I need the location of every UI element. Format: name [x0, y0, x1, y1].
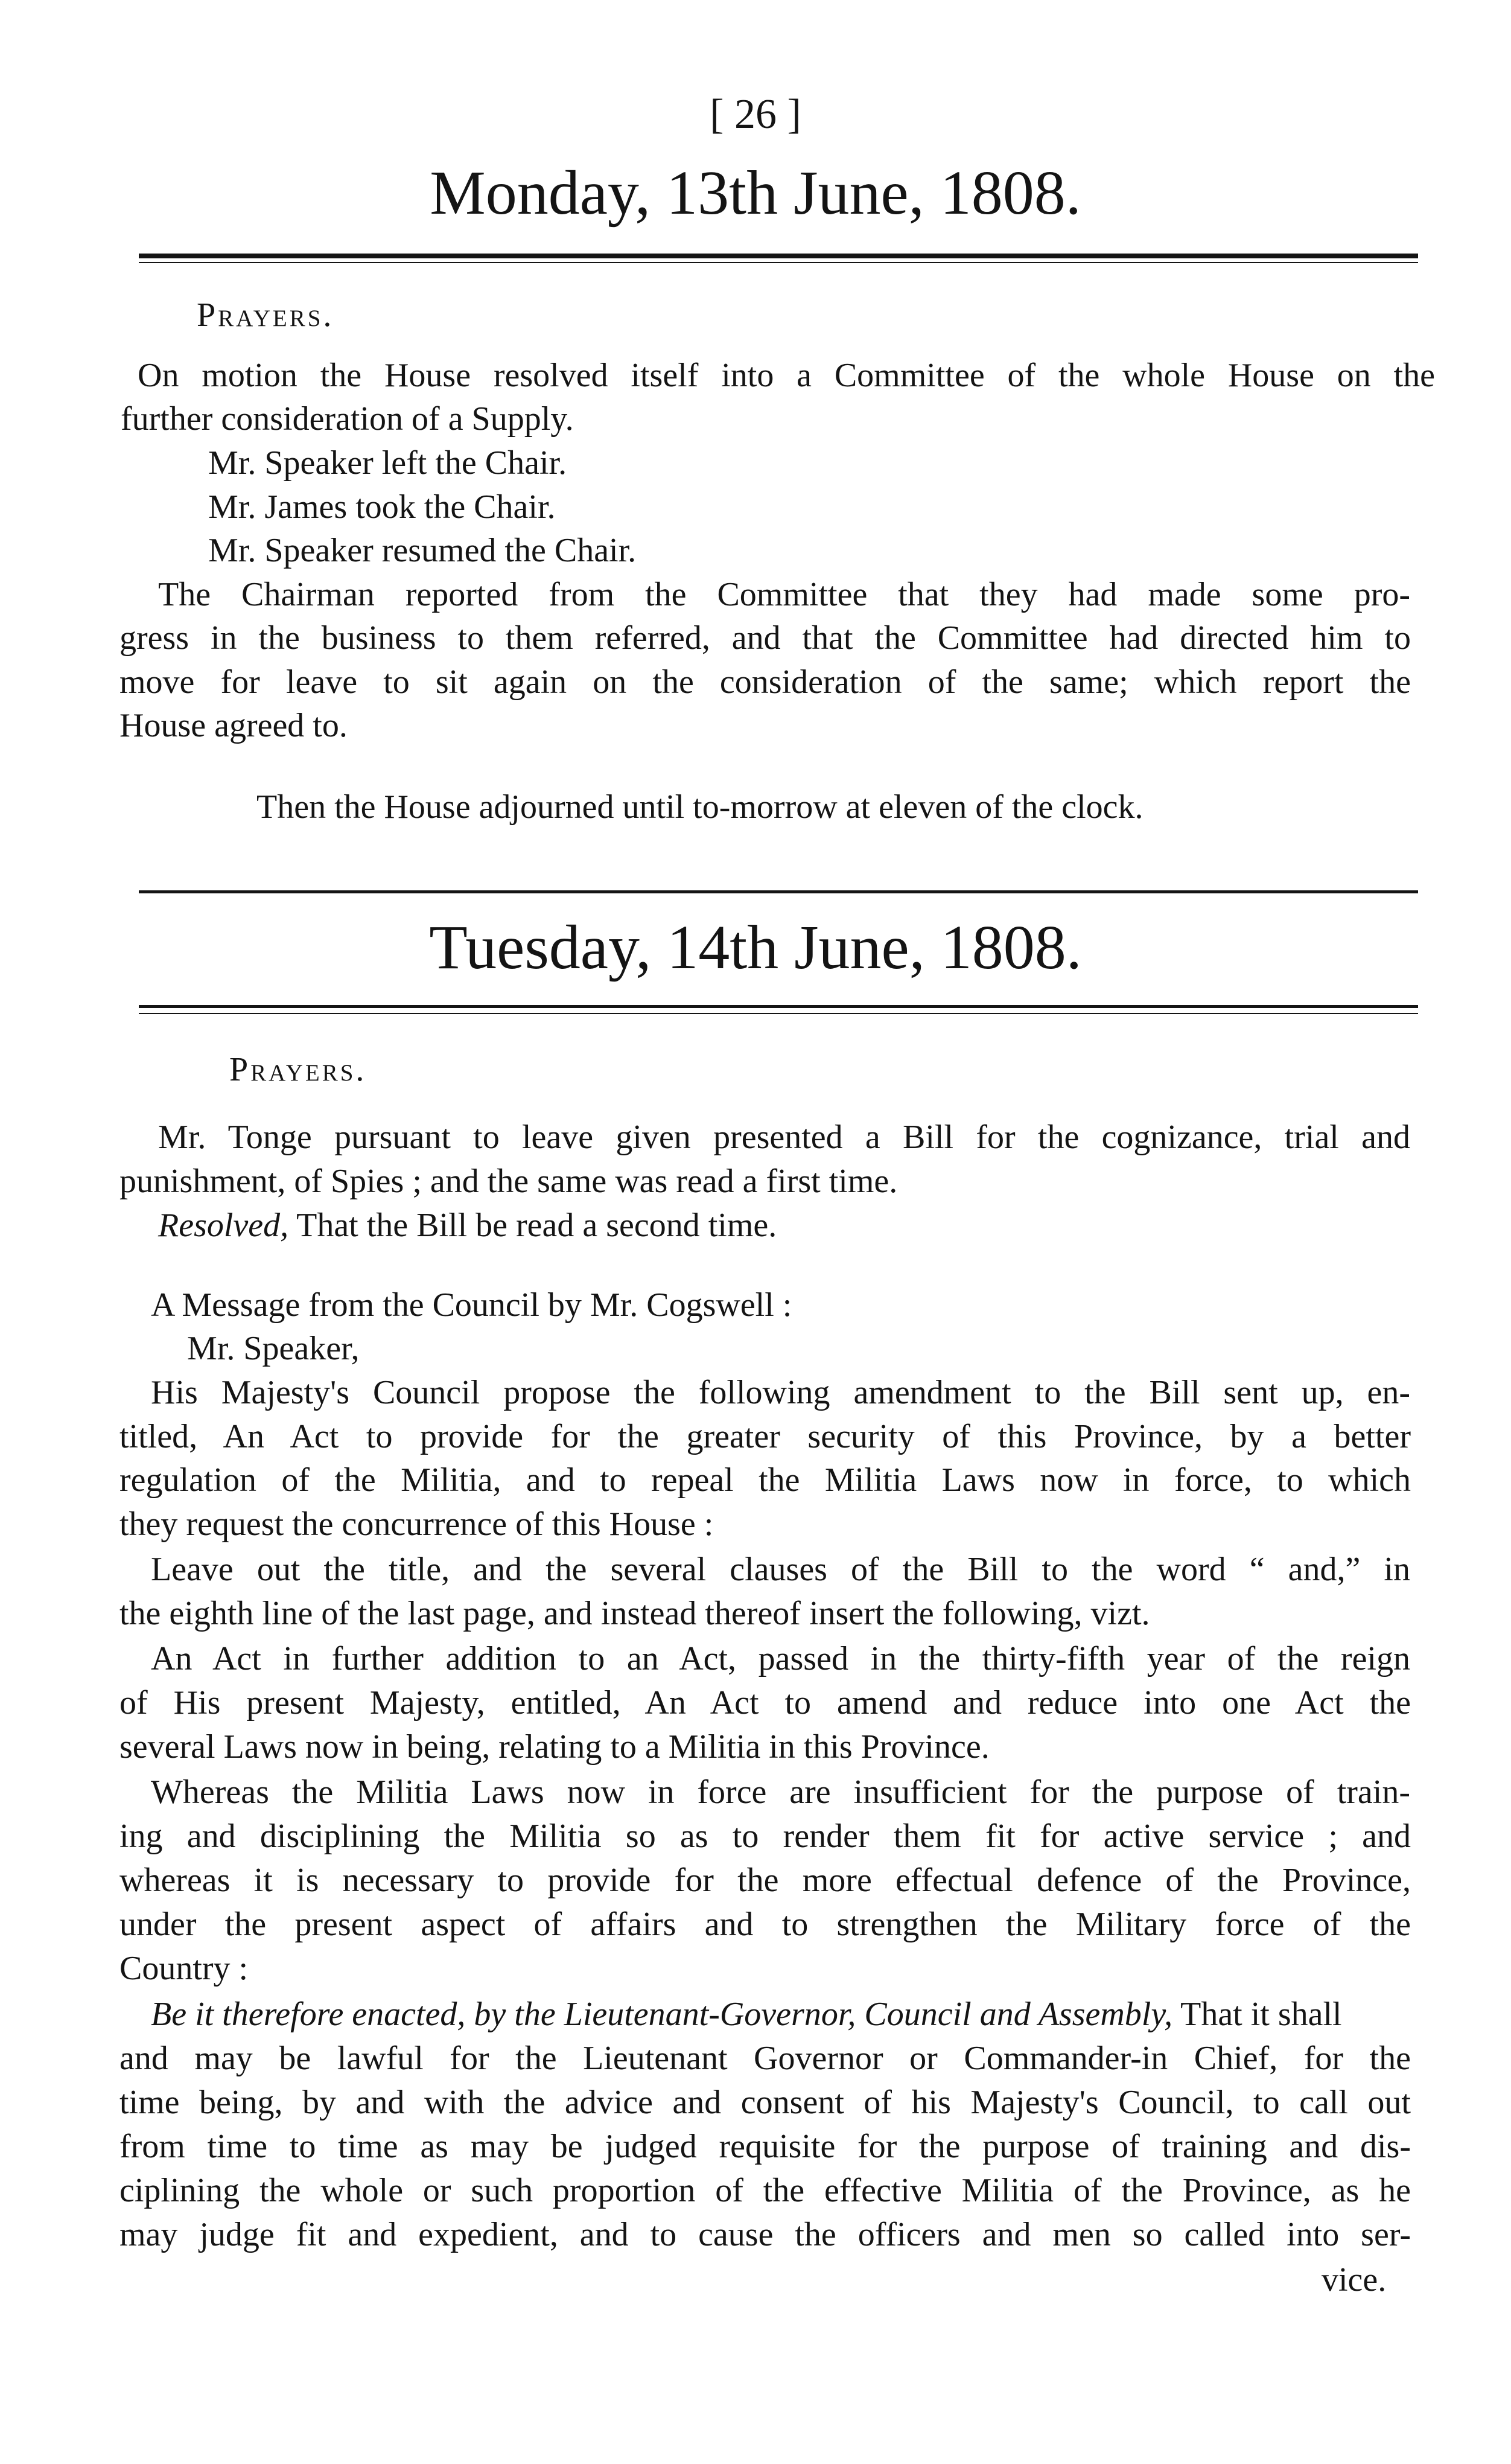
heading-rule-thin — [139, 262, 1418, 263]
heading-rule-thin — [139, 1013, 1418, 1014]
text-line: they request the concurrence of this House : — [119, 1505, 714, 1543]
page-number: [ 26 ] — [710, 91, 801, 138]
enacting-rest: That it shall — [1172, 1996, 1342, 2033]
prayers-label: Prayers. — [197, 296, 334, 334]
resolved-line — [158, 1206, 777, 1245]
text-line: may judge fit and expedient, and to cause the officers and men so called into ser- — [119, 2216, 1411, 2253]
salutation-line: Mr. Speaker, — [187, 1330, 360, 1367]
text-line: of His present Majesty, entitled, An Act to amend and reduce into one Act the — [119, 1684, 1411, 1722]
message-line: A Message from the Council by Mr. Cogswell : — [151, 1286, 792, 1324]
adjournment-line: Then the House adjourned until to-morrow at eleven of the clock. — [256, 788, 1144, 826]
catchword: vice. — [1322, 2261, 1387, 2299]
text-line: Leave out the title, and the several clauses of the Bill to the word “ and,” in — [151, 1551, 1410, 1588]
prayers-label: Prayers. — [229, 1051, 367, 1088]
text-line: Whereas the Militia Laws now in force are insufficient for the purpose of train- — [151, 1773, 1410, 1811]
text-line: titled, An Act to provide for the greater security of this Province, by a better — [119, 1418, 1411, 1455]
enacting-clause: Be it therefore enacted, by the Lieutenant-Governor, Council and Assembly, — [151, 1996, 1173, 2033]
enacting-line — [151, 1995, 1342, 2034]
text-line: Mr. Tonge pursuant to leave given presented a Bill for the cognizance, trial and — [158, 1119, 1410, 1156]
text-line: whereas it is necessary to provide for the more effectual defence of the Province, — [119, 1862, 1411, 1899]
text-line: House agreed to. — [119, 707, 348, 744]
text-line: Country : — [119, 1950, 249, 1987]
text-line: His Majesty's Council propose the following amendment to the Bill sent up, en- — [151, 1374, 1410, 1411]
day-heading-tuesday: Tuesday, 14th June, 1808. — [429, 913, 1082, 982]
section-rule — [139, 890, 1418, 893]
text-line: Mr. Speaker left the Chair. — [208, 444, 567, 482]
day-heading-monday: Monday, 13th June, 1808. — [430, 158, 1081, 228]
text-line: ciplining the whole or such proportion of the effective Militia of the Province, as he — [119, 2172, 1411, 2209]
text-line: ing and disciplining the Militia so as to render them fit for active service ; and — [119, 1818, 1411, 1855]
text-line: Mr. James took the Chair. — [208, 488, 556, 526]
text-line: under the present aspect of affairs and to strengthen the Military force of the — [119, 1906, 1411, 1943]
text-line: further consideration of a Supply. — [121, 400, 574, 438]
text-line: from time to time as may be judged requisite for the purpose of training and dis- — [119, 2128, 1411, 2165]
text-line: several Laws now in being, relating to a Militia in this Province. — [119, 1728, 990, 1766]
heading-rule — [139, 1005, 1418, 1008]
text-line: The Chairman reported from the Committee that they had made some pro- — [158, 576, 1410, 613]
text-line: punishment, of Spies ; and the same was read a first time. — [119, 1163, 898, 1200]
text-line: Mr. Speaker resumed the Chair. — [208, 532, 637, 569]
text-line: time being, by and with the advice and consent of his Majesty's Council, to call out — [119, 2084, 1411, 2121]
text-line: and may be lawful for the Lieutenant Governor or Commander-in Chief, for the — [119, 2040, 1411, 2077]
text-line: move for leave to sit again on the consideration of the same; which report the — [119, 663, 1411, 701]
text-line: gress in the business to them referred, and that the Committee had directed him to — [119, 619, 1411, 657]
heading-rule — [139, 254, 1418, 258]
resolved-label: Resolved, — [158, 1207, 289, 1244]
text-line: the eighth line of the last page, and instead thereof insert the following, vizt. — [119, 1595, 1150, 1632]
text-line: An Act in further addition to an Act, passed in the thirty-fifth year of the reign — [151, 1640, 1410, 1677]
resolved-text: That the Bill be read a second time. — [288, 1207, 777, 1244]
text-line: On motion the House resolved itself into a Committee of the whole House on the — [138, 357, 1435, 394]
text-line: regulation of the Militia, and to repeal the Militia Laws now in force, to which — [119, 1461, 1411, 1499]
